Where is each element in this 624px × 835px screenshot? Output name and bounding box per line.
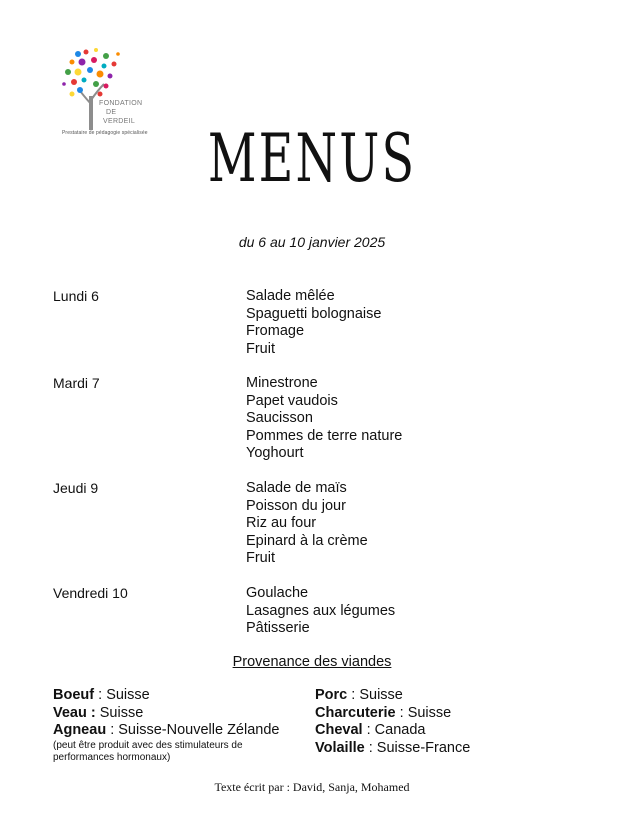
menu-item: Fromage bbox=[246, 323, 305, 339]
meat-origin: Suisse-Nouvelle Zélande bbox=[118, 722, 280, 738]
menu-item: Salade de maïs bbox=[246, 480, 347, 496]
provenance-row bbox=[315, 687, 470, 705]
provenance-row bbox=[53, 687, 279, 705]
day-label: Mardi 7 bbox=[53, 375, 100, 391]
provenance-row bbox=[315, 740, 470, 758]
meat-name: Boeuf bbox=[53, 687, 95, 703]
separator: : bbox=[395, 704, 408, 721]
separator: : bbox=[364, 739, 377, 756]
menu-item: Minestrone bbox=[246, 375, 318, 391]
day-menu bbox=[246, 480, 368, 568]
day-label: Vendredi 10 bbox=[53, 585, 128, 601]
provenance-right-column bbox=[315, 687, 470, 757]
separator: : bbox=[106, 722, 119, 738]
menu-item: Goulache bbox=[246, 585, 309, 601]
provenance-row bbox=[53, 705, 279, 723]
logo-line-3: VERDEIL bbox=[103, 118, 136, 125]
meat-origin: Suisse bbox=[106, 687, 150, 703]
author-credit: Texte écrit par : David, Sanja, Mohamed bbox=[214, 780, 410, 794]
meat-origin: Suisse bbox=[99, 704, 144, 721]
day-menu bbox=[246, 288, 381, 358]
meat-name: Cheval bbox=[315, 722, 363, 738]
menu-item: Spaguetti bolognaise bbox=[246, 305, 382, 322]
day-menu bbox=[246, 375, 402, 463]
meat-name: Agneau bbox=[53, 722, 107, 738]
meat-name: Veau : bbox=[53, 704, 96, 721]
meat-origin: Suisse bbox=[407, 704, 452, 721]
menu-item: Papet vaudois bbox=[246, 392, 338, 409]
menu-item: Salade mêlée bbox=[246, 288, 335, 304]
provenance-row bbox=[315, 722, 470, 740]
day-menu bbox=[246, 585, 395, 638]
separator: : bbox=[347, 687, 360, 703]
hormone-note-line-2: performances hormonaux) bbox=[53, 751, 171, 763]
meat-origin: Canada bbox=[374, 722, 426, 738]
menu-item: Yoghourt bbox=[246, 445, 304, 461]
logo-line-2: DE bbox=[106, 109, 117, 116]
separator: : bbox=[94, 687, 107, 703]
meat-origin: Suisse-France bbox=[376, 739, 471, 756]
provenance-title: Provenance des viandes bbox=[232, 654, 392, 670]
logo-tagline: Prestataire de pédagogie spécialisée bbox=[62, 130, 148, 136]
menu-item: Epinard à la crème bbox=[246, 532, 368, 549]
provenance-row bbox=[315, 705, 470, 723]
provenance-left-column bbox=[53, 687, 279, 764]
menu-item: Pommes de terre nature bbox=[246, 427, 403, 444]
menu-item: Fruit bbox=[246, 340, 275, 357]
menu-item: Fruit bbox=[246, 550, 275, 566]
separator: : bbox=[362, 722, 375, 738]
provenance-row bbox=[53, 722, 279, 740]
menu-item: Saucisson bbox=[246, 410, 313, 426]
meat-name: Charcuterie bbox=[315, 704, 396, 721]
menu-item: Riz au four bbox=[246, 515, 317, 531]
day-label: Jeudi 9 bbox=[53, 480, 99, 496]
menu-item: Poisson du jour bbox=[246, 497, 346, 514]
menu-item: Lasagnes aux légumes bbox=[246, 602, 396, 619]
date-range: du 6 au 10 janvier 2025 bbox=[238, 234, 386, 250]
logo-line-1: FONDATION bbox=[99, 100, 143, 107]
page-title: MENUS bbox=[207, 120, 417, 197]
meat-name: Porc bbox=[315, 687, 348, 703]
day-label: Lundi 6 bbox=[53, 288, 99, 304]
hormone-note-line-1: (peut être produit avec des stimulateurs de bbox=[53, 739, 243, 751]
menu-item: Pâtisserie bbox=[246, 620, 310, 636]
meat-name: Volaille bbox=[315, 739, 365, 756]
meat-origin: Suisse bbox=[359, 687, 403, 703]
